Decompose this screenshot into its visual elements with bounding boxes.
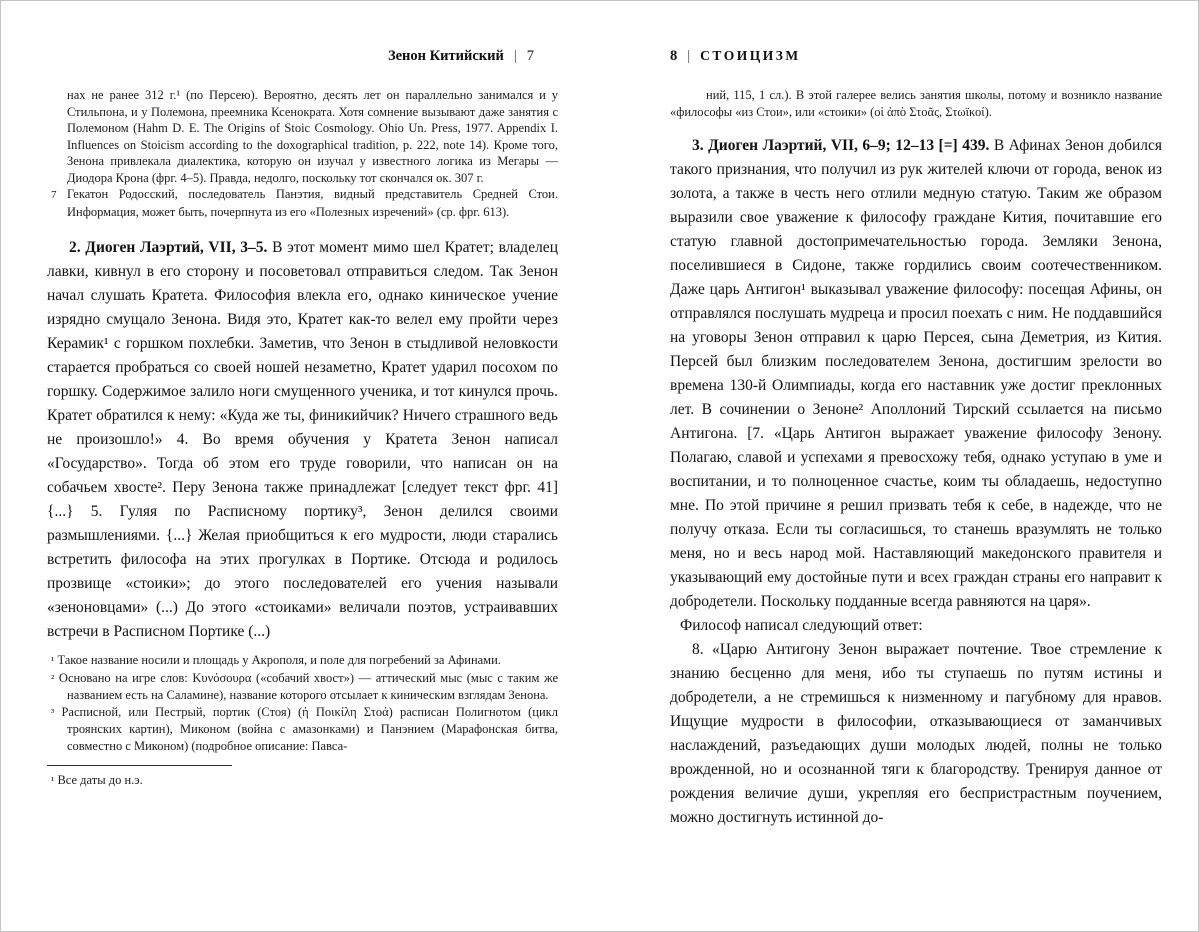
paragraph-2-body: В этот момент мимо шел Кратет; владелец лавки, кивнул в его сторону и посоветовал отправиться следом. Так Зенон начал слушать Кратета. Философия влекла его, однако киническое учение изрядно смущало Зенона. Видя это, Кратет как-то велел ему пройти через Керамик¹ с горшком похлебки. Заметив, что Зенон в стыдливой неловкости старается пробраться со своей ношей незаметно, Кратет ударил посохом по горшку. Содержимое залило ноги смущенного ученика, и тот кинулся прочь. Кратет обратился к нему: «Куда же ты, финикийчик? Ничего страшного ведь не произошло!» 4. Во время обучения у Кратета Зенон написал «Государство». Тогда об этом его труде говорили, что написан он на собачьем хвосте². Перу Зенона также принадлежат [следует текст фрг. 41] {...} 5. Гуляя по Расписному портику³, Зенон делился своими размышлениями. {...} Желая приобщиться к его мудрости, люди старались встретить философа на этих прогулках в Портике. Отсюда и родилось прозвище «стоики»; до этого последователей его учения называли «зеноновцами» (...) До этого «стоиками» величали поэтов, устраивавших встречи в Расписном Портике (...): [47, 239, 558, 640]
footnote-2: [51, 670, 558, 704]
footnote-1: [51, 652, 558, 670]
footnote-2-marker: ²: [51, 672, 55, 685]
paragraph-8: 8. «Царю Антигону Зенон выражает почтение. Твое стремление к знанию бесценно для меня, ибо ты ступаешь по путям истины и добродетели, а не стремишься к низменному и пагубному для нравов. Ищущие мудрости в философии, отказывающиеся от заманчивых наслаждений, разъедающих души молодых людей, полны не только врожденной, но и осознанной тяги к благородству. Тренируя данное от рождения величие души, укрепляя его беспристрастным поучением, можно достигнуть истинной до-: [670, 641, 1162, 826]
footnote-dates-text: Все даты до н.э.: [57, 773, 143, 787]
footnote-7-marker: 7: [51, 189, 57, 201]
running-head-separator-left: |: [513, 48, 517, 64]
footnote-dates: [51, 772, 558, 790]
page-number-right: 8: [670, 48, 678, 64]
footnote-7: [51, 186, 559, 220]
paragraph-answer-intro: Философ написал следующий ответ:: [680, 617, 923, 634]
paragraph-2: [47, 236, 558, 644]
footnote-1-marker: ¹: [51, 655, 55, 667]
footnote-3-marker: ³: [51, 706, 55, 719]
footnote-3-text: Расписной, или Пестрый, портик (Стоя) (ἡ Ποικίλη Στοά) расписан Полигнотом (цикл троянских картин), Миконом (война с амазонками) и Панэнием (Марафонская битва, совместно с Миконом) (подробное описание: Павса-: [61, 704, 558, 753]
running-head-title-right: СТОИЦИЗМ: [700, 48, 801, 63]
running-head-title-left: Зенон Китийский: [387, 48, 504, 64]
footnote-continuation-right: ний, 115, 1 сл.). В этой галерее велись занятия школы, потому и возникло название «философы «из Стои», или «стоики» (οἱ ἀπὸ Στοᾶς, Στωϊκοί).: [670, 88, 1162, 119]
page-left: [1, 1, 602, 931]
running-head-right: [670, 47, 1162, 65]
paragraph-3-body: В Афинах Зенон добился такого признания, что получил из рук жителей ключи от города, венок из золота, а также в честь него отлили медную статую. Таким же образом выразили свое уважение к философу граждане Кития, почитавшие его статую главной достопримечательностью города. Земляки Зенона, поселившиеся в Сидоне, также гордились своим соотечественником. Даже царь Антигон¹ выказывал уважение философу: посещая Афины, он отправлялся послушать мудреца и просил поехать с ним. Не поддавшийся на уговоры Зенон отправил к царю Персея, сына Деметрия, из Кития. Персей был близким последователем Зенона, достигшим зрелости во времена 130-й Олимпиады, когда его наставник уже достиг преклонных лет. В сочинении о Зеноне² Аполлоний Тирский ссылается на письмо Антигона. [7. «Царь Антигон выражает уважение философу Зенону. Полагаю, славой и успехами я превосхожу тебя, однако уступаю в уме и воспитании, и то полноценное счастье, коим ты обладаешь, недоступно мне. По этой причине я решил призвать тебя к себе, в надежде, что не получу отказа. Если ты согласишься, то станешь вразумлять не только меня, но и весь народ мой. Наставляющий македонского правителя и указывающий ему достойные пути и всех граждан страны его направит к добродетели. Поскольку подданные всегда равняются на царя».: [670, 137, 1163, 610]
paragraph-3: [670, 134, 1162, 614]
footnote-7-text: Гекатон Родосский, последователь Панэтия, видный представитель Средней Стои. Информация, может быть, почерпнута из его «Полезных изречений» (ср. фрг. 613).: [67, 187, 559, 219]
footnote-block-main-left: [51, 652, 558, 754]
page-right: [602, 1, 1198, 931]
running-head-separator-right: |: [687, 48, 691, 64]
footnote-dates-marker: ¹: [51, 775, 55, 787]
footnote-3: [51, 704, 558, 755]
footnote-continuation-left: нах не ранее 312 г.¹ (по Персею). Вероятно, десять лет он параллельно занимался и у Стильпона, и у Полемона, преемника Ксенократа. Хотя сомнение вызывают даже занятия с Полемоном (Hahm D. E. The Origins of Stoic Cosmology. Ohio Un. Press, 1977. Appendix I. Influences on Stoicism according to the doxographical tradition, p. 222, note 14). Кроме того, Зенона привлекала диалектика, которую он изучал у известного логика из Мегары — Диодора Крона (фрг. 4–5). Правда, недолго, поскольку тот скончался ок. 307 г.: [67, 88, 558, 185]
running-head-left: [47, 47, 558, 65]
paragraph-3-heading: 3. Диоген Лаэртий, VII, 6–9; 12–13 [=] 439.: [692, 137, 990, 154]
footnote-block-top-left: [51, 87, 559, 220]
page-number-left: 7: [526, 48, 534, 64]
footnote-1-text: Такое название носили и площадь у Акрополя, и поле для погребений за Афинами.: [57, 653, 501, 667]
footnote-2-text: Основано на игре слов: Κυνόσουρα («собачий хвост») — аттический мыс (мыс с таким же названием есть на Саламине), название которого отсылает к киническим взглядам Зенона.: [58, 670, 558, 702]
paragraph-2-heading: 2. Диоген Лаэртий, VII, 3–5.: [69, 239, 268, 256]
footnote-separator-rule: [47, 765, 232, 766]
